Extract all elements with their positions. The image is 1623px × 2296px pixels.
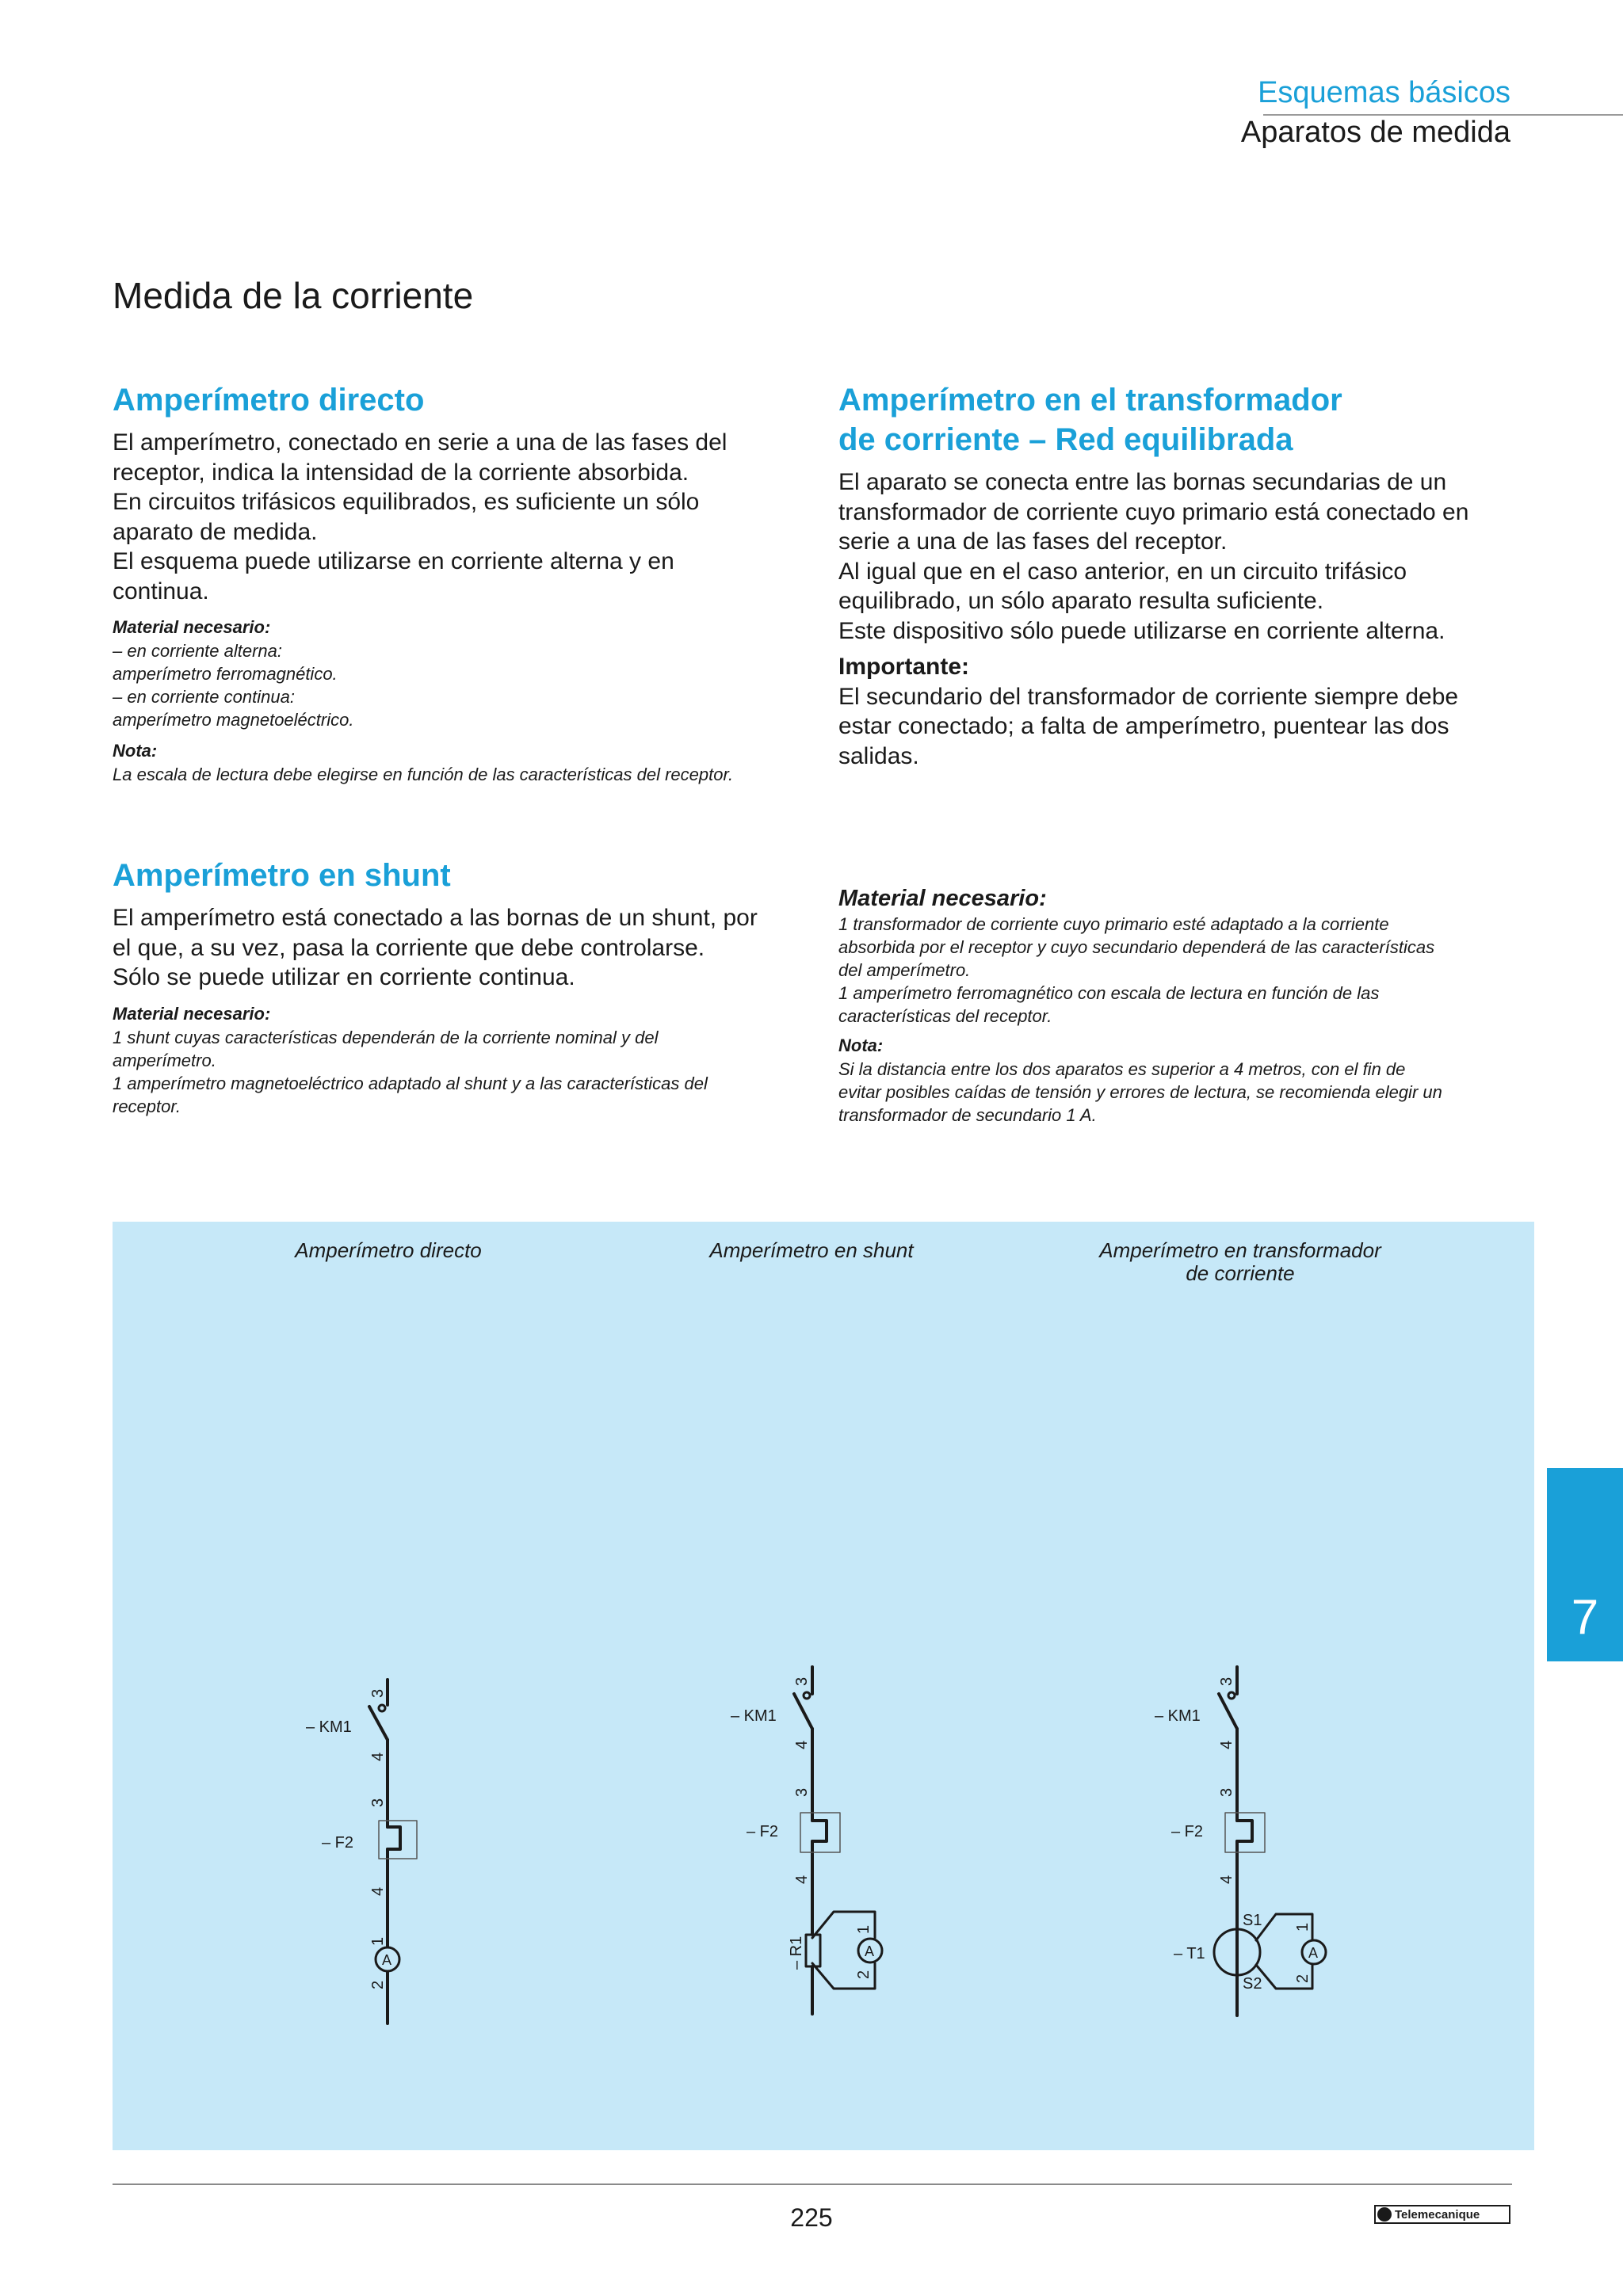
text-line: estar conectado; a falta de amperímetro, puentear las dos [838,713,1449,739]
heading-line: de corriente – Red equilibrada [838,422,1293,457]
material-heading: Material necesario: [113,1003,271,1024]
pin-label: 2 [1294,1974,1312,1983]
pin-label: 2 [369,1980,387,1989]
text-line: receptor, indica la intensidad de la corriente absorbida. [113,459,689,486]
pin-label: 1 [369,1936,387,1946]
text-line: transformador de corriente cuyo primario está conectado en [838,498,1469,525]
text-line: 1 amperímetro ferromagnético con escala de lectura en función de las [838,983,1380,1003]
pin-label: 3 [793,1676,811,1686]
text-line: La escala de lectura debe elegirse en función de las características del receptor. [113,765,734,784]
text-line: amperímetro. [113,1050,216,1070]
ammeter-letter: A [1308,1945,1319,1961]
contact-dot [379,1705,385,1711]
label-f2: – F2 [322,1834,354,1852]
text-line: Si la distancia entre los dos aparatos es superior a 4 metros, con el fin de [838,1059,1406,1079]
label-km1: – KM1 [1155,1707,1201,1725]
diagram-transformer [1214,1667,1326,2016]
text-line: transformador de secundario 1 A. [838,1105,1097,1125]
text-line: características del receptor. [838,1006,1052,1026]
text-line: receptor. [113,1096,181,1116]
label-km1: – KM1 [306,1718,352,1736]
brand-logo [1374,2205,1510,2224]
relay-box [800,1813,840,1852]
note-heading: Nota: [838,1035,884,1055]
contactor-blade [369,1707,388,1740]
caption-shunt: Amperímetro en shunt [709,1238,914,1262]
text-line: amperímetro magnetoeléctrico. [113,710,354,730]
ammeter-letter: A [382,1952,392,1968]
text-line: El aparato se conecta entre las bornas secundarias de un [838,469,1447,495]
material-heading: Material necesario: [113,617,271,637]
heading-shunt-ammeter: Amperímetro en shunt [113,858,451,893]
material-heading: Material necesario: [838,886,1047,911]
relay-box [1225,1813,1265,1852]
text-line: 1 transformador de corriente cuyo primario esté adaptado a la corriente [838,914,1389,934]
contactor-blade [794,1694,812,1729]
label-f2: – F2 [1171,1823,1204,1840]
footer-divider [113,2183,1512,2185]
text-line: evitar posibles caídas de tensión y errores de lectura, se recomienda elegir un [838,1082,1442,1102]
brand-name: Telemecanique [1395,2207,1480,2222]
text-line: amperímetro ferromagnético. [113,664,338,684]
pin-label: 4 [1218,1740,1235,1749]
text-line: – en corriente alterna: [113,641,283,661]
pin-label: 4 [793,1740,811,1749]
chapter-number: 7 [1571,1590,1599,1645]
text-line: el que, a su vez, pasa la corriente que debe controlarse. [113,934,705,961]
pin-label: 4 [1218,1875,1235,1884]
pin-label: 4 [369,1886,387,1896]
pin-label: 1 [1294,1922,1312,1932]
heading-direct-ammeter: Amperímetro directo [113,383,425,418]
pin-label: 3 [793,1787,811,1797]
label-t1: – T1 [1174,1945,1205,1962]
pin-label: 3 [1218,1676,1235,1686]
label-f2: – F2 [747,1823,779,1840]
text-line: Al igual que en el caso anterior, en un circuito trifásico [838,558,1407,585]
text-line: salidas. [838,742,919,769]
page-number: 225 [790,2203,833,2232]
page-title: Medida de la corriente [113,275,474,316]
thermal-element [388,1827,400,1849]
contact-dot [1228,1692,1235,1699]
text-line: 1 shunt cuyas características dependerán de la corriente nominal y del [113,1027,659,1047]
important-heading: Importante: [838,654,969,680]
pin-label: 3 [369,1688,387,1698]
pin-label: 4 [793,1875,811,1884]
thermal-element [1237,1821,1252,1841]
pin-label: 4 [369,1752,387,1761]
label-s1: S1 [1243,1912,1262,1929]
text-line: continua. [113,578,209,605]
caption-direct: Amperímetro directo [295,1238,482,1262]
diagram-direct [369,1680,417,2023]
contactor-blade [1219,1694,1237,1729]
pin-label: 1 [855,1924,873,1934]
text-line: aparato de medida. [113,518,318,545]
pin-label: 3 [369,1798,387,1807]
text-line: El esquema puede utilizarse en corriente alterna y en [113,548,674,574]
text-line: absorbida por el receptor y cuyo secundario dependerá de las características [838,937,1435,957]
brand-icon [1377,2207,1392,2222]
heading-line: Amperímetro en el transformador [838,383,1342,418]
thermal-element [812,1821,827,1841]
text-line: En circuitos trifásicos equilibrados, es suficiente un sólo [113,489,700,515]
text-line: El secundario del transformador de corriente siempre debe [838,683,1459,710]
text-line: 1 amperímetro magnetoeléctrico adaptado al shunt y a las características del [113,1073,708,1093]
caption-line: de corriente [1186,1261,1295,1285]
contact-dot [804,1692,810,1699]
diagram-shunt [794,1667,882,2014]
section-subtitle: Aparatos de medida [1240,116,1510,149]
text-line: del amperímetro. [838,960,971,980]
ammeter-letter: A [865,1943,875,1959]
text-line: Este dispositivo sólo puede utilizarse en corriente alterna. [838,617,1445,644]
section-title: Esquemas básicos [1258,76,1510,109]
shunt-resistor [806,1935,820,1966]
text-line: El amperímetro, conectado en serie a una de las fases del [113,429,727,456]
chapter-tab [1547,1468,1623,1661]
text-line: equilibrado, un sólo aparato resulta suficiente. [838,588,1324,614]
text-line: serie a una de las fases del receptor. [838,528,1228,555]
pin-label: 3 [1218,1787,1235,1797]
text-line: El amperímetro está conectado a las bornas de un shunt, por [113,905,758,931]
label-km1: – KM1 [731,1707,777,1725]
label-r1: – R1 [788,1936,805,1970]
note-heading: Nota: [113,741,158,761]
pin-label: 2 [855,1970,873,1979]
label-s2: S2 [1243,1975,1262,1993]
caption-line: Amperímetro en transformador [1099,1238,1381,1262]
text-line: Sólo se puede utilizar en corriente continua. [113,964,575,990]
text-line: – en corriente continua: [113,687,295,707]
